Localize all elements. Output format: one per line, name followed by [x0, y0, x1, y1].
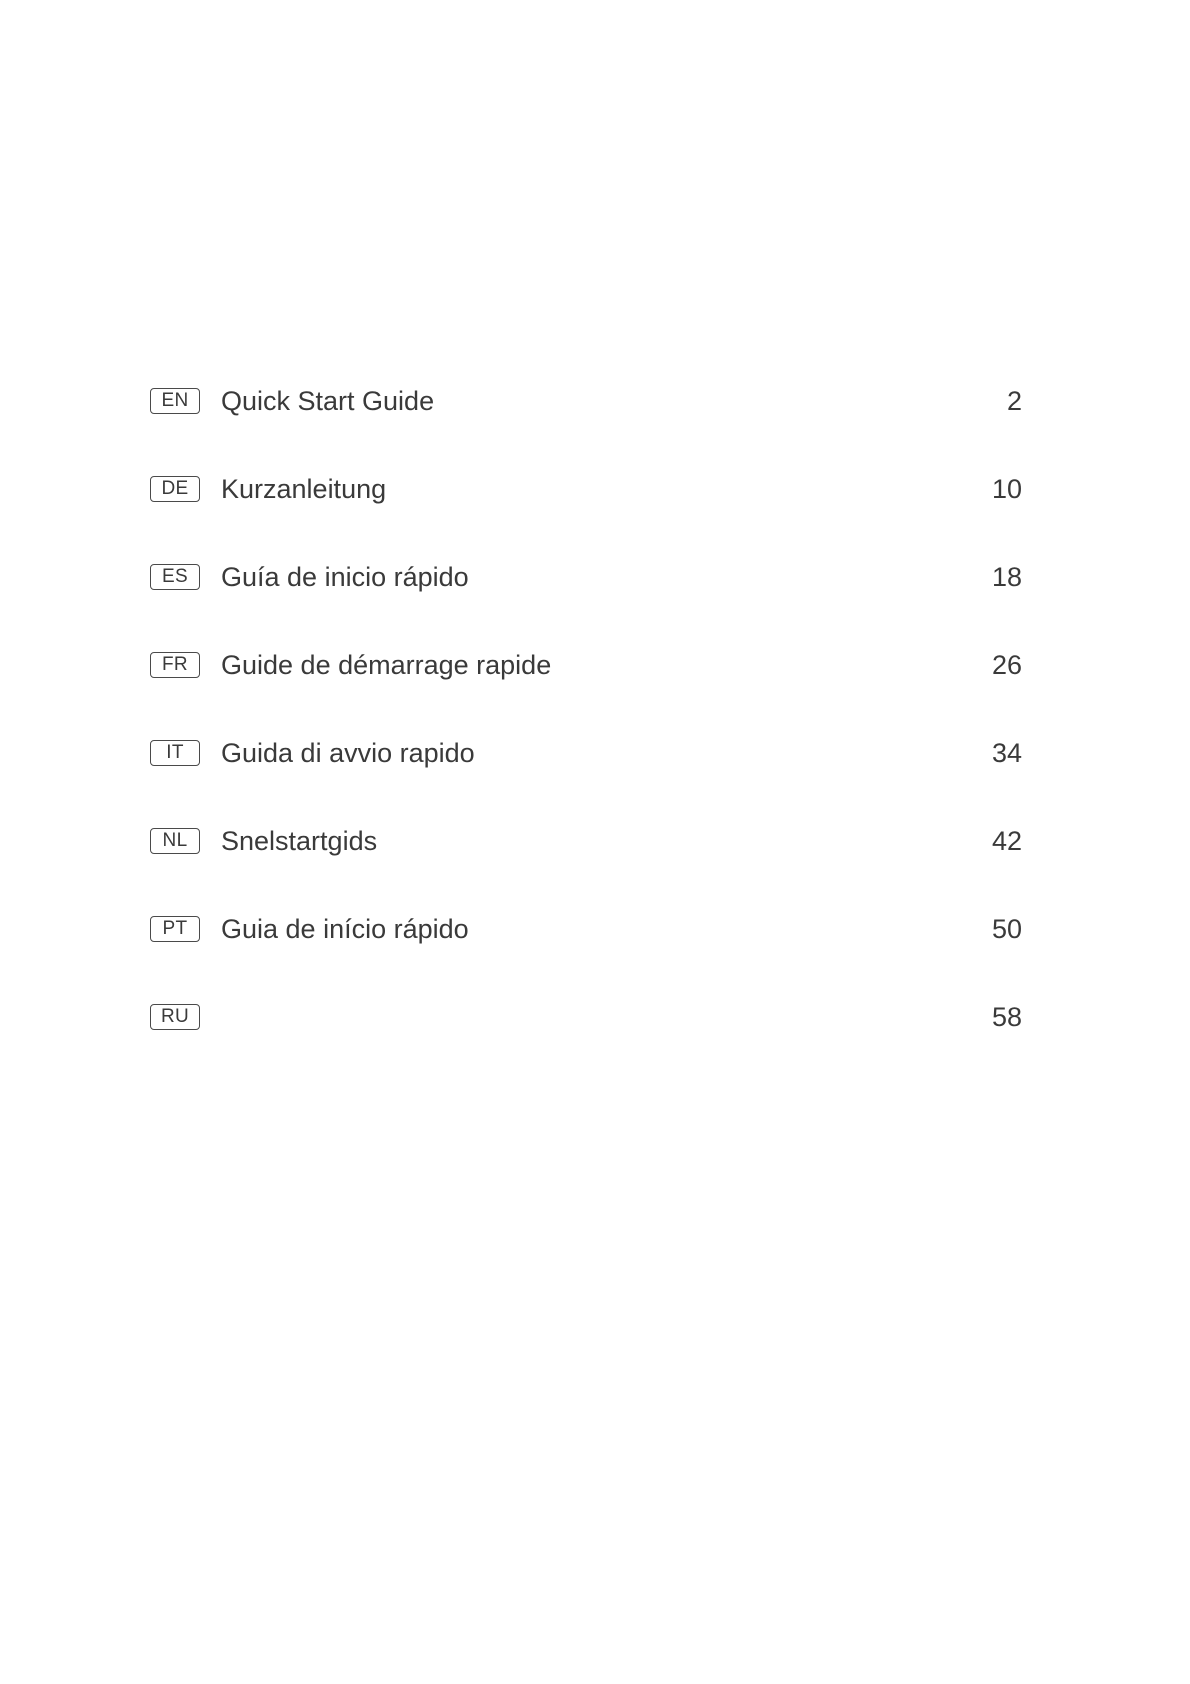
page-number: 2	[1006, 386, 1022, 416]
toc-entry-de[interactable]	[150, 476, 1022, 502]
guide-title: Guida di avvio rapido	[221, 738, 475, 768]
guide-title: Quick Start Guide	[221, 386, 435, 416]
page-number: 58	[991, 1002, 1022, 1032]
language-code-badge: IT	[150, 740, 200, 766]
page-number: 10	[991, 474, 1022, 504]
toc-entry-it[interactable]	[150, 740, 1022, 766]
toc-entry-ru[interactable]	[150, 1004, 1022, 1030]
guide-title: Guia de início rápido	[221, 914, 469, 944]
page-number: 34	[991, 738, 1022, 768]
language-code-badge: PT	[150, 916, 200, 942]
guide-title: Guía de inicio rápido	[221, 562, 469, 592]
language-code-badge: EN	[150, 388, 200, 414]
language-code-badge: NL	[150, 828, 200, 854]
toc-entry-pt[interactable]	[150, 916, 1022, 942]
page-number: 26	[991, 650, 1022, 680]
language-code-badge: FR	[150, 652, 200, 678]
guide-title: Snelstartgids	[221, 826, 378, 856]
page-number: 18	[991, 562, 1022, 592]
toc-entry-fr[interactable]	[150, 652, 1022, 678]
page-number: 50	[991, 914, 1022, 944]
table-of-contents	[150, 388, 1022, 1092]
toc-entry-es[interactable]	[150, 564, 1022, 590]
toc-entry-nl[interactable]	[150, 828, 1022, 854]
language-code-badge: RU	[150, 1004, 200, 1030]
page-number: 42	[991, 826, 1022, 856]
language-code-badge: ES	[150, 564, 200, 590]
guide-title: Guide de démarrage rapide	[221, 650, 552, 680]
language-code-badge: DE	[150, 476, 200, 502]
toc-entry-en[interactable]	[150, 388, 1022, 414]
guide-title: Kurzanleitung	[221, 474, 387, 504]
